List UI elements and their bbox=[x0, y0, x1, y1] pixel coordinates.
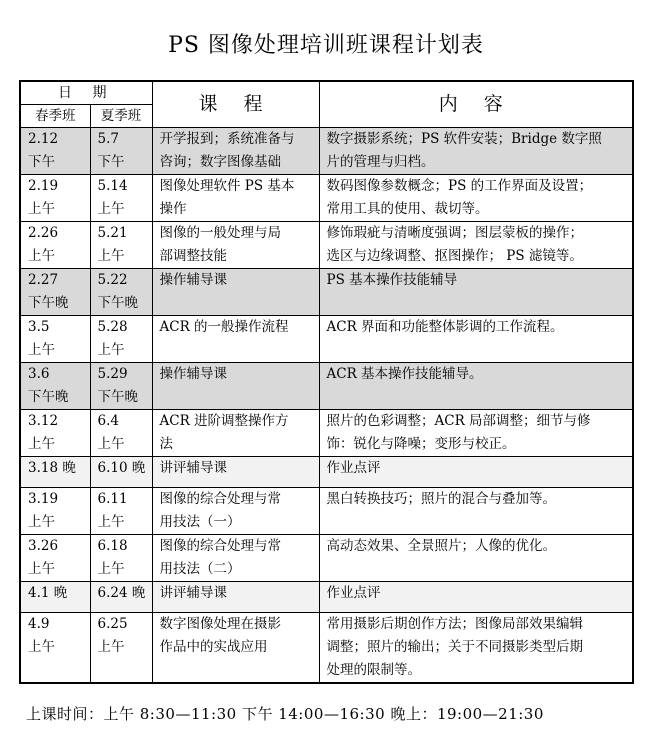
course-cell bbox=[152, 488, 319, 535]
content-line: 修饰瑕疵与清晰度强调；图层蒙板的操作； bbox=[326, 225, 584, 241]
content-line: 常用摄影后期创作方法；图像局部效果编辑 bbox=[326, 616, 584, 632]
spring-date-cell bbox=[20, 410, 90, 457]
summer-date-line: 上午 bbox=[97, 201, 125, 217]
course-line: 部调整技能 bbox=[159, 248, 228, 264]
summer-date-line: 6.24 晚 bbox=[97, 585, 146, 601]
content-cell bbox=[319, 222, 633, 269]
content-line: 数码图像参数概念；PS 的工作界面及设置； bbox=[326, 178, 593, 194]
spring-date-line: 上午 bbox=[28, 201, 55, 217]
spring-date-line: 上午 bbox=[28, 561, 55, 577]
table-row bbox=[20, 128, 633, 175]
spring-date-cell bbox=[20, 363, 90, 410]
summer-date-line: 5.22 bbox=[97, 272, 128, 288]
spring-date-line: 2.12 bbox=[28, 131, 59, 147]
content-cell bbox=[319, 128, 633, 175]
course-line: ACR 进阶调整操作方 bbox=[159, 413, 289, 429]
schedule-table-header bbox=[20, 81, 633, 128]
summer-date-cell bbox=[90, 535, 152, 582]
spring-date-cell bbox=[20, 457, 90, 488]
summer-date-line: 6.4 bbox=[97, 413, 119, 429]
content-line: 选区与边缘调整、抠图操作； PS 滤镜等。 bbox=[326, 248, 583, 264]
header-summer-class: 夏季班 bbox=[90, 105, 152, 128]
content-line: 作业点评 bbox=[326, 585, 381, 601]
course-line: 开学报到；系统准备与 bbox=[159, 131, 295, 147]
spring-date-line: 3.18 晚 bbox=[28, 460, 76, 476]
spring-date-line: 3.19 bbox=[28, 491, 59, 507]
content-cell bbox=[319, 613, 633, 684]
schedule-table-body bbox=[20, 128, 633, 684]
header-spring-class: 春季班 bbox=[20, 105, 90, 128]
summer-date-line: 上午 bbox=[97, 561, 125, 577]
summer-date-cell bbox=[90, 316, 152, 363]
summer-date-line: 上午 bbox=[97, 342, 125, 358]
summer-date-line: 6.11 bbox=[97, 491, 128, 507]
spring-date-line: 3.5 bbox=[28, 319, 50, 335]
course-line: 图像的综合处理与常 bbox=[159, 538, 282, 554]
summer-date-cell bbox=[90, 410, 152, 457]
summer-date-cell bbox=[90, 582, 152, 613]
course-line: 用技法（一） bbox=[159, 514, 241, 530]
spring-date-line: 上午 bbox=[28, 514, 55, 530]
summer-date-line: 6.25 bbox=[97, 616, 128, 632]
course-line: 操作辅导课 bbox=[159, 366, 228, 382]
course-cell bbox=[152, 613, 319, 684]
table-row bbox=[20, 410, 633, 457]
content-cell bbox=[319, 582, 633, 613]
header-date: 日 期 bbox=[20, 81, 152, 105]
page-title: PS 图像处理培训班课程计划表 bbox=[168, 33, 484, 58]
summer-date-line: 5.21 bbox=[97, 225, 128, 241]
spring-date-line: 下午 bbox=[28, 154, 55, 170]
content-line: 调整；照片的输出；关于不同摄影类型后期 bbox=[326, 639, 584, 655]
spring-date-line: 3.26 bbox=[28, 538, 59, 554]
summer-date-cell bbox=[90, 363, 152, 410]
course-line: 咨询；数字图像基础 bbox=[159, 154, 282, 170]
content-line: 黑白转换技巧；照片的混合与叠加等。 bbox=[326, 491, 557, 507]
content-cell bbox=[319, 363, 633, 410]
content-cell bbox=[319, 410, 633, 457]
spring-date-line: 2.26 bbox=[28, 225, 59, 241]
content-line: ACR 界面和功能整体影调的工作流程。 bbox=[326, 319, 564, 335]
content-line: 饰：锐化与降噪；变形与校正。 bbox=[326, 436, 516, 452]
course-cell bbox=[152, 175, 319, 222]
spring-date-cell bbox=[20, 222, 90, 269]
course-line: 操作 bbox=[159, 201, 187, 217]
summer-date-line: 下午 bbox=[97, 154, 125, 170]
course-line: 用技法（二） bbox=[159, 561, 241, 577]
summer-date-line: 上午 bbox=[97, 248, 125, 264]
spring-date-cell bbox=[20, 613, 90, 684]
course-line: ACR 的一般操作流程 bbox=[159, 319, 289, 335]
spring-date-cell bbox=[20, 269, 90, 316]
table-row bbox=[20, 269, 633, 316]
spring-date-cell bbox=[20, 488, 90, 535]
spring-date-cell bbox=[20, 535, 90, 582]
course-cell bbox=[152, 269, 319, 316]
course-line: 操作辅导课 bbox=[159, 272, 228, 288]
content-cell bbox=[319, 316, 633, 363]
course-cell bbox=[152, 535, 319, 582]
summer-date-cell bbox=[90, 222, 152, 269]
course-cell bbox=[152, 128, 319, 175]
header-course: 课 程 bbox=[152, 81, 319, 128]
spring-date-line: 上午 bbox=[28, 248, 55, 264]
spring-date-cell bbox=[20, 316, 90, 363]
summer-date-line: 5.29 bbox=[97, 366, 128, 382]
summer-date-line: 上午 bbox=[97, 639, 125, 655]
summer-date-cell bbox=[90, 488, 152, 535]
table-row bbox=[20, 613, 633, 684]
content-line: 作业点评 bbox=[326, 460, 381, 476]
class-time-note: 上课时间：上午 8:30—11:30 下午 14:00—16:30 晚上：19:00—21:30 bbox=[26, 705, 544, 723]
spring-date-cell bbox=[20, 582, 90, 613]
content-cell bbox=[319, 269, 633, 316]
table-row bbox=[20, 316, 633, 363]
table-row bbox=[20, 488, 633, 535]
content-line: 常用工具的使用、裁切等。 bbox=[326, 201, 489, 217]
course-line: 作品中的实战应用 bbox=[159, 639, 268, 655]
content-cell bbox=[319, 535, 633, 582]
table-row bbox=[20, 457, 633, 488]
spring-date-line: 3.12 bbox=[28, 413, 59, 429]
table-row bbox=[20, 175, 633, 222]
content-line: 数字摄影系统；PS 软件安装；Bridge 数字照 bbox=[326, 131, 602, 147]
course-cell bbox=[152, 410, 319, 457]
course-line: 数字图像处理在摄影 bbox=[159, 616, 282, 632]
table-row bbox=[20, 222, 633, 269]
spring-date-line: 下午晚 bbox=[28, 295, 69, 311]
header-content: 内 容 bbox=[319, 81, 633, 128]
summer-date-cell bbox=[90, 457, 152, 488]
summer-date-line: 上午 bbox=[97, 514, 125, 530]
summer-date-line: 下午晚 bbox=[97, 389, 138, 405]
summer-date-line: 5.7 bbox=[97, 131, 119, 147]
course-line: 讲评辅导课 bbox=[159, 460, 228, 476]
content-line: ACR 基本操作技能辅导。 bbox=[326, 366, 483, 382]
spring-date-line: 2.27 bbox=[28, 272, 59, 288]
content-line: 片的管理与归档。 bbox=[326, 154, 435, 170]
spring-date-cell bbox=[20, 128, 90, 175]
course-line: 图像的一般处理与局 bbox=[159, 225, 282, 241]
content-line: PS 基本操作技能辅导 bbox=[326, 272, 458, 288]
course-cell bbox=[152, 457, 319, 488]
course-cell bbox=[152, 222, 319, 269]
spring-date-line: 3.6 bbox=[28, 366, 50, 382]
content-line: 处理的限制等。 bbox=[326, 662, 422, 678]
course-line: 图像的综合处理与常 bbox=[159, 491, 282, 507]
summer-date-cell bbox=[90, 128, 152, 175]
summer-date-cell bbox=[90, 269, 152, 316]
content-cell bbox=[319, 457, 633, 488]
spring-date-line: 下午晚 bbox=[28, 389, 69, 405]
course-line: 讲评辅导课 bbox=[159, 585, 228, 601]
content-line: 照片的色彩调整；ACR 局部调整；细节与修 bbox=[326, 413, 591, 429]
summer-date-line: 6.10 晚 bbox=[97, 460, 146, 476]
content-line: 高动态效果、全景照片；人像的优化。 bbox=[326, 538, 557, 554]
course-line: 法 bbox=[159, 436, 174, 452]
summer-date-cell bbox=[90, 175, 152, 222]
spring-date-line: 上午 bbox=[28, 436, 55, 452]
spring-date-line: 2.19 bbox=[28, 178, 59, 194]
course-line: 图像处理软件 PS 基本 bbox=[159, 178, 295, 194]
spring-date-cell bbox=[20, 175, 90, 222]
spring-date-line: 上午 bbox=[28, 342, 55, 358]
spring-date-line: 上午 bbox=[28, 639, 55, 655]
spring-date-line: 4.9 bbox=[28, 616, 50, 632]
schedule-table bbox=[19, 80, 634, 684]
summer-date-line: 5.28 bbox=[97, 319, 128, 335]
summer-date-line: 上午 bbox=[97, 436, 125, 452]
summer-date-line: 5.14 bbox=[97, 178, 128, 194]
summer-date-cell bbox=[90, 613, 152, 684]
course-cell bbox=[152, 363, 319, 410]
table-row bbox=[20, 535, 633, 582]
spring-date-line: 4.1 晚 bbox=[28, 585, 68, 601]
course-cell bbox=[152, 582, 319, 613]
content-cell bbox=[319, 175, 633, 222]
table-row bbox=[20, 582, 633, 613]
table-row bbox=[20, 363, 633, 410]
summer-date-line: 6.18 bbox=[97, 538, 128, 554]
summer-date-line: 下午晚 bbox=[97, 295, 138, 311]
content-cell bbox=[319, 488, 633, 535]
course-cell bbox=[152, 316, 319, 363]
